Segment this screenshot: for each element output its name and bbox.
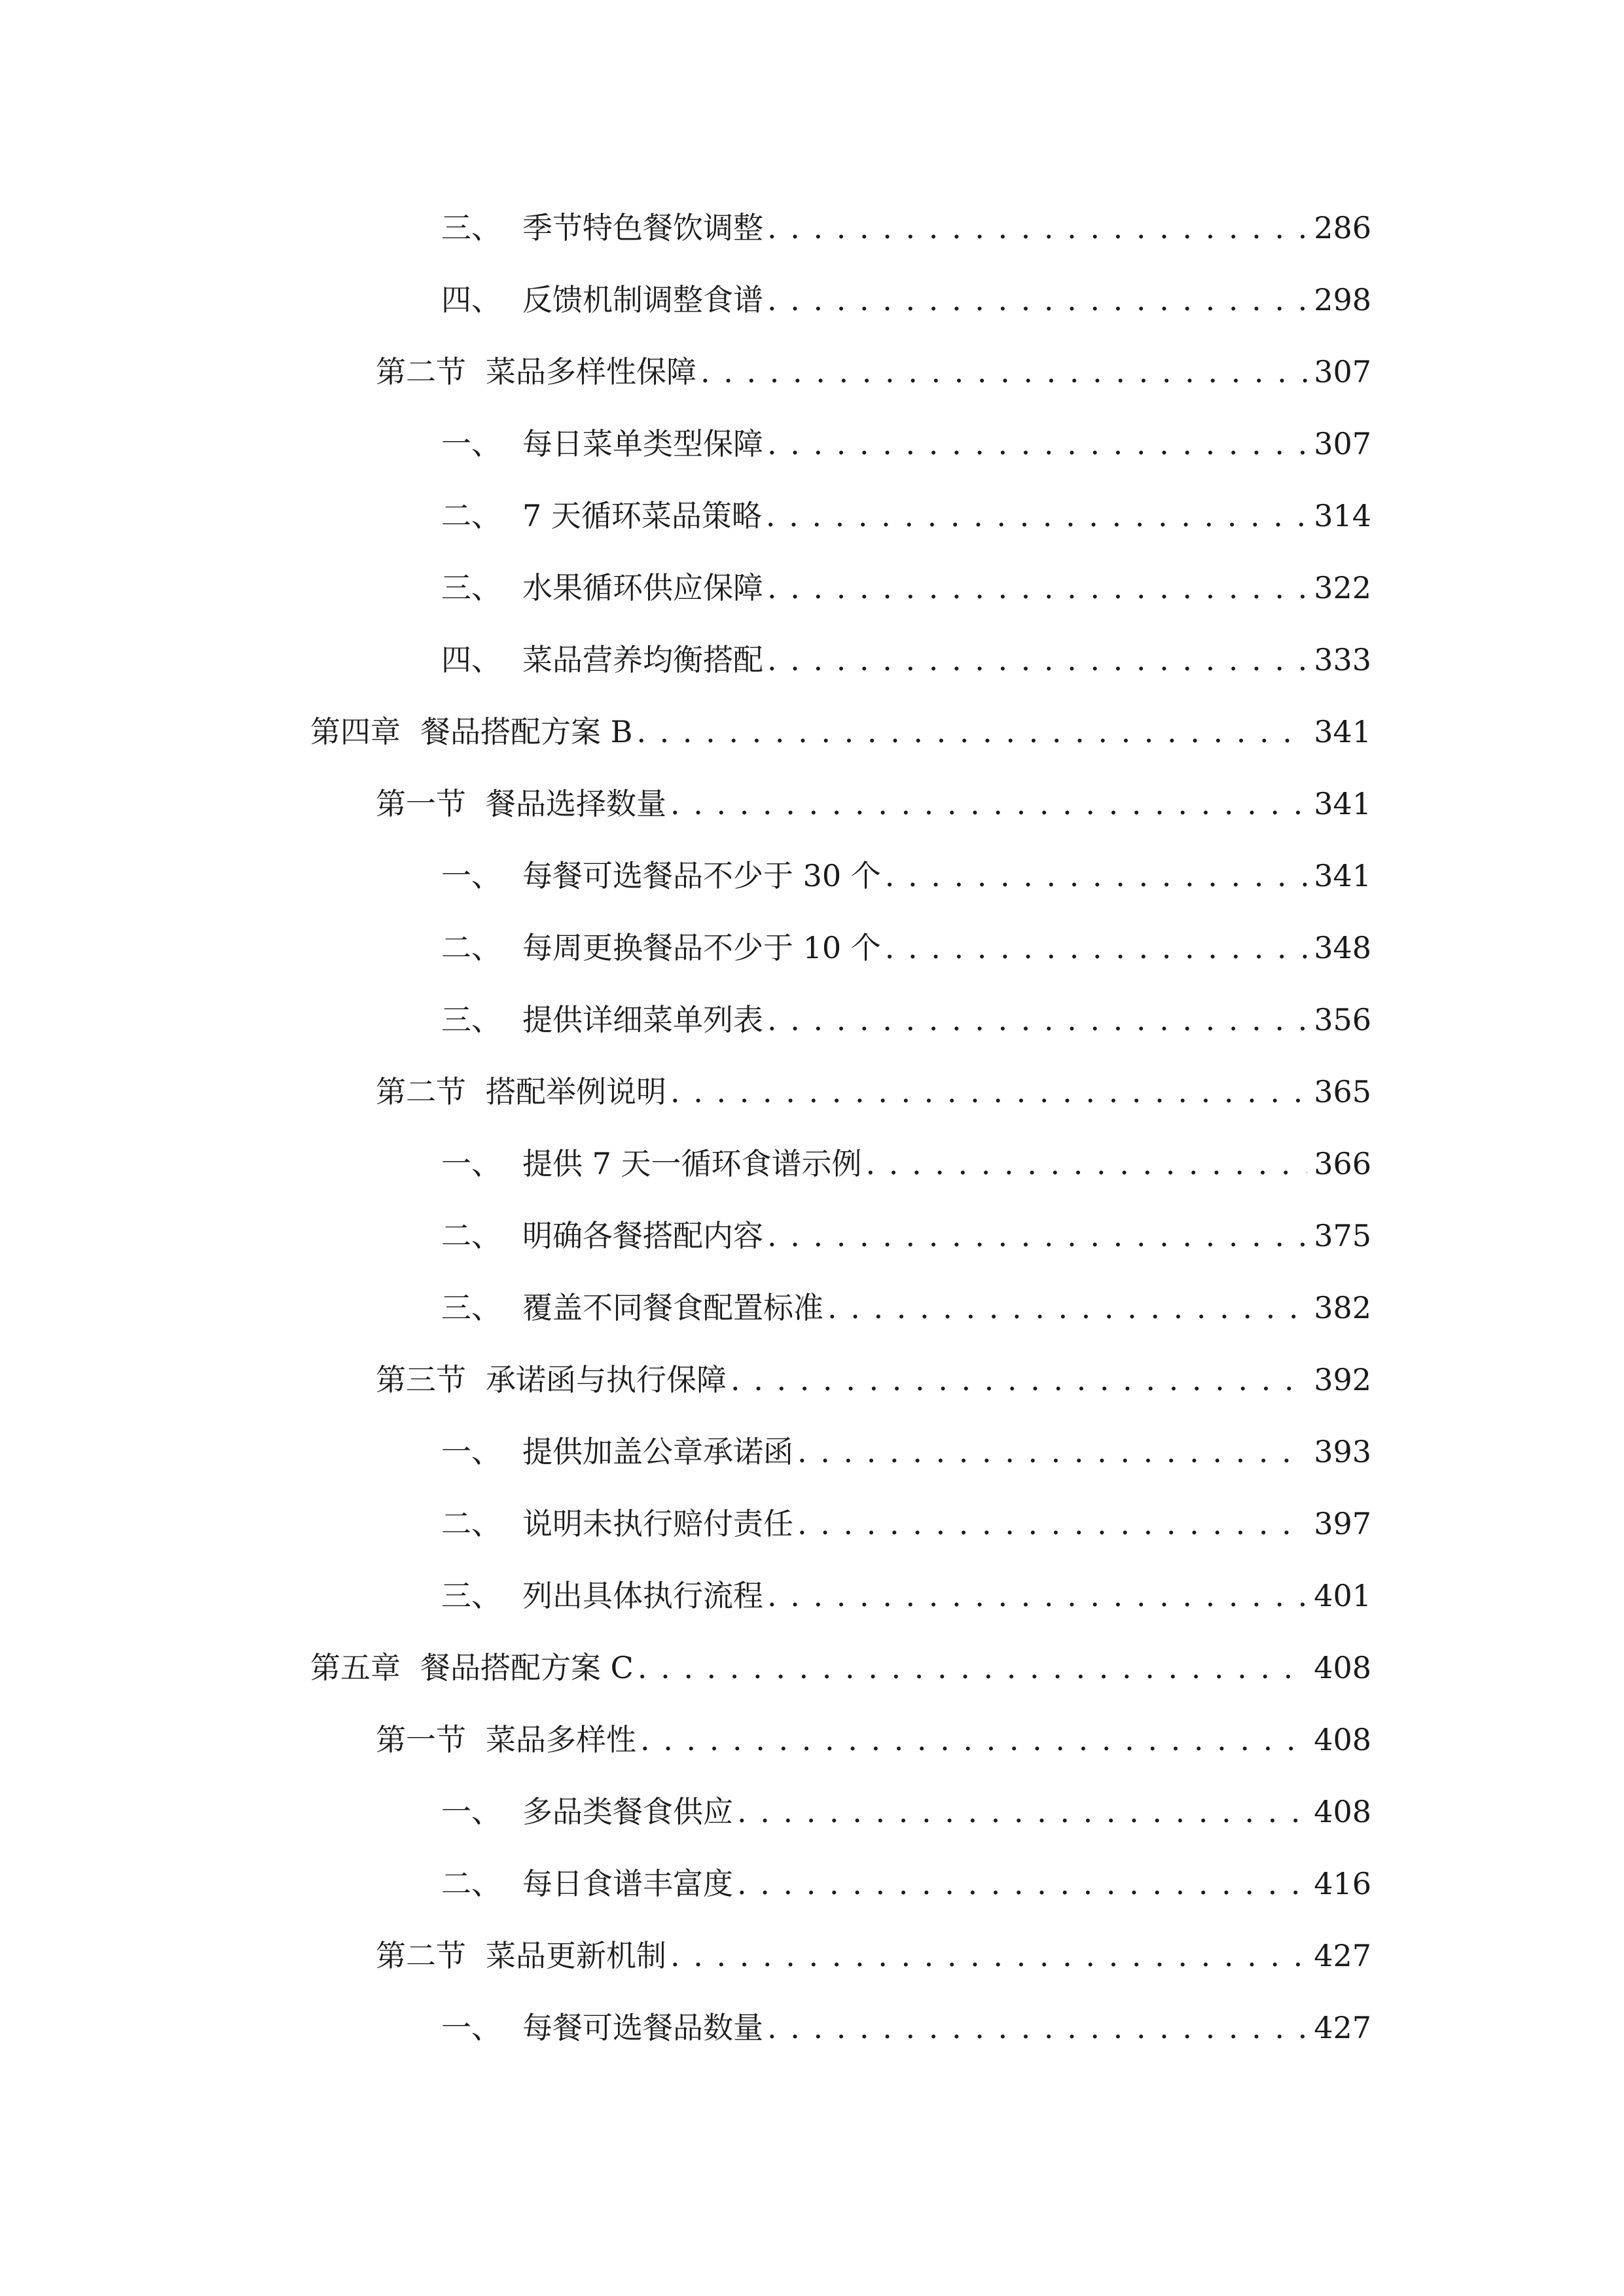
toc-entry-title: 说明未执行赔付责任: [522, 1506, 793, 1541]
toc-entry-number: 三、: [441, 1578, 501, 1613]
toc-entry-title: 每日菜单类型保障: [522, 426, 763, 461]
dot-leader: [767, 1570, 1307, 1622]
toc-entry[interactable]: [441, 202, 1371, 254]
toc-entry-number: 第五章: [310, 1650, 401, 1685]
toc-entry[interactable]: [441, 2001, 1371, 2054]
toc-entry-title: 提供 7 天一循环食谱示例: [522, 1146, 862, 1181]
toc-entry-page: 341: [1314, 714, 1371, 749]
dot-leader: [767, 994, 1307, 1046]
toc-entry-number: 第二节: [376, 1938, 466, 1973]
dot-leader: [767, 2001, 1307, 2054]
toc-entry-number: 二、: [441, 1218, 501, 1253]
toc-entry-page: 408: [1314, 1794, 1371, 1829]
toc-entry-number: 一、: [441, 2010, 501, 2045]
toc-entry-title: 明确各餐搭配内容: [522, 1218, 763, 1253]
toc-entry-title: 提供详细菜单列表: [522, 1002, 763, 1037]
dot-leader: [767, 634, 1307, 686]
toc-entry-page: 307: [1314, 426, 1371, 461]
toc-entry-title: 菜品多样性保障: [486, 354, 696, 389]
dot-leader: [670, 778, 1307, 830]
toc-entry[interactable]: [376, 1354, 1371, 1406]
toc-entry-page: 366: [1314, 1146, 1371, 1181]
toc-entry-title: 菜品更新机制: [486, 1938, 666, 1973]
toc-entry[interactable]: [441, 1570, 1371, 1622]
toc-entry[interactable]: [376, 346, 1371, 398]
toc-entry[interactable]: [441, 1282, 1371, 1334]
toc-entry-title: 7 天循环菜品策略: [522, 498, 762, 533]
toc-entry-number: 一、: [441, 1794, 501, 1829]
toc-entry-number: 一、: [441, 858, 501, 893]
toc-entry-number: 二、: [441, 1506, 501, 1541]
toc-entry-page: 427: [1314, 1938, 1371, 1973]
dot-leader: [731, 1354, 1307, 1406]
toc-entry[interactable]: [441, 634, 1371, 686]
toc-entry-title: 每餐可选餐品不少于 30 个: [522, 858, 881, 893]
toc-entry-title: 搭配举例说明: [486, 1074, 666, 1109]
toc-entry-number: 二、: [441, 498, 501, 533]
dot-leader: [797, 1498, 1307, 1550]
dot-leader: [767, 562, 1307, 614]
dot-leader: [767, 1210, 1307, 1262]
toc-entry[interactable]: [310, 706, 1371, 758]
dot-leader: [767, 418, 1307, 470]
toc-entry-title: 菜品多样性: [486, 1722, 636, 1757]
toc-entry-number: 三、: [441, 210, 501, 245]
toc-entry-page: 314: [1314, 498, 1371, 533]
toc-entry-number: 三、: [441, 1002, 501, 1037]
toc-entry[interactable]: [441, 1210, 1371, 1262]
dot-leader: [885, 850, 1307, 902]
toc-entry-number: 第一节: [376, 786, 466, 821]
toc-entry-number: 第三节: [376, 1362, 466, 1397]
toc-entry[interactable]: [441, 1138, 1371, 1190]
toc-entry-title: 反馈机制调整食谱: [522, 282, 763, 317]
dot-leader: [767, 202, 1307, 254]
toc-entry[interactable]: [441, 1498, 1371, 1550]
dot-leader: [797, 1426, 1307, 1478]
toc-entry[interactable]: [310, 1641, 1371, 1694]
toc-entry-page: 365: [1314, 1074, 1371, 1109]
toc-entry[interactable]: [441, 274, 1371, 326]
toc-entry[interactable]: [441, 850, 1371, 902]
toc-entry-page: 397: [1314, 1506, 1371, 1541]
dot-leader: [885, 922, 1307, 974]
toc-entry-title: 多品类餐食供应: [522, 1794, 733, 1829]
dot-leader: [737, 1785, 1307, 1838]
toc-entry-page: 375: [1314, 1218, 1371, 1253]
toc-entry-page: 333: [1314, 642, 1371, 677]
toc-entry-page: 322: [1314, 570, 1371, 605]
toc-entry[interactable]: [376, 1066, 1371, 1118]
toc-entry-page: 401: [1314, 1578, 1371, 1613]
toc-entry-page: 341: [1314, 858, 1371, 893]
toc-entry-page: 298: [1314, 282, 1371, 317]
toc-entry-title: 每日食谱丰富度: [522, 1866, 733, 1901]
toc-entry-title: 列出具体执行流程: [522, 1578, 763, 1613]
toc-entry-page: 348: [1314, 930, 1371, 965]
toc-entry-title: 每餐可选餐品数量: [522, 2010, 763, 2045]
toc-entry-number: 第二节: [376, 354, 466, 389]
toc-entry-number: 二、: [441, 930, 501, 965]
toc-entry[interactable]: [441, 1857, 1371, 1910]
toc-entry-page: 408: [1314, 1722, 1371, 1757]
dot-leader: [737, 1857, 1307, 1910]
toc-entry-number: 三、: [441, 1290, 501, 1325]
toc-entry-title: 餐品选择数量: [486, 786, 666, 821]
toc-entry[interactable]: [376, 1929, 1371, 1982]
dot-leader: [866, 1138, 1308, 1190]
dot-leader: [827, 1282, 1307, 1334]
toc-entry-page: 408: [1314, 1650, 1371, 1685]
dot-leader: [636, 706, 1307, 758]
dot-leader: [700, 346, 1307, 398]
toc-entry-page: 427: [1314, 2010, 1371, 2045]
toc-entry-page: 286: [1314, 210, 1371, 245]
dot-leader: [638, 1641, 1307, 1694]
toc-entry-page: 307: [1314, 354, 1371, 389]
toc-entry[interactable]: [376, 778, 1371, 830]
toc-entry-number: 第四章: [310, 714, 401, 749]
toc-entry-page: 393: [1314, 1434, 1371, 1469]
toc-entry-page: 382: [1314, 1290, 1371, 1325]
toc-entry-number: 三、: [441, 570, 501, 605]
dot-leader: [640, 1713, 1307, 1766]
toc-entry-page: 392: [1314, 1362, 1371, 1397]
toc-entry-number: 第二节: [376, 1074, 466, 1109]
toc-entry-title: 餐品搭配方案 C: [420, 1650, 634, 1685]
toc-entry-number: 二、: [441, 1866, 501, 1901]
toc-entry[interactable]: [441, 562, 1371, 614]
toc-entry-title: 菜品营养均衡搭配: [522, 642, 763, 677]
toc-entry-page: 356: [1314, 1002, 1371, 1037]
toc-entry-title: 季节特色餐饮调整: [522, 210, 763, 245]
toc-entry-title: 餐品搭配方案 B: [420, 714, 633, 749]
toc-entry[interactable]: [441, 1426, 1371, 1478]
toc-entry-number: 一、: [441, 1434, 501, 1469]
toc-entry-number: 第一节: [376, 1722, 466, 1757]
toc-entry[interactable]: [441, 490, 1371, 542]
dot-leader: [766, 490, 1307, 542]
toc-entry-title: 覆盖不同餐食配置标准: [522, 1290, 823, 1325]
toc-entry[interactable]: [441, 418, 1371, 470]
toc-entry-number: 一、: [441, 1146, 501, 1181]
toc-entry[interactable]: [376, 1713, 1371, 1766]
toc-entry-number: 四、: [441, 642, 501, 677]
toc-entry-number: 四、: [441, 282, 501, 317]
toc-entry-title: 水果循环供应保障: [522, 570, 763, 605]
toc-entry[interactable]: [441, 1785, 1371, 1838]
toc-entry-number: 一、: [441, 426, 501, 461]
toc-entry-page: 341: [1314, 786, 1371, 821]
toc-entry-title: 承诺函与执行保障: [486, 1362, 727, 1397]
dot-leader: [670, 1066, 1307, 1118]
toc-entry-page: 416: [1314, 1866, 1371, 1901]
toc-entry-title: 每周更换餐品不少于 10 个: [522, 930, 881, 965]
dot-leader: [670, 1929, 1307, 1982]
toc-entry[interactable]: [441, 994, 1371, 1046]
toc-entry-title: 提供加盖公章承诺函: [522, 1434, 793, 1469]
dot-leader: [767, 274, 1307, 326]
toc-entry[interactable]: [441, 922, 1371, 974]
